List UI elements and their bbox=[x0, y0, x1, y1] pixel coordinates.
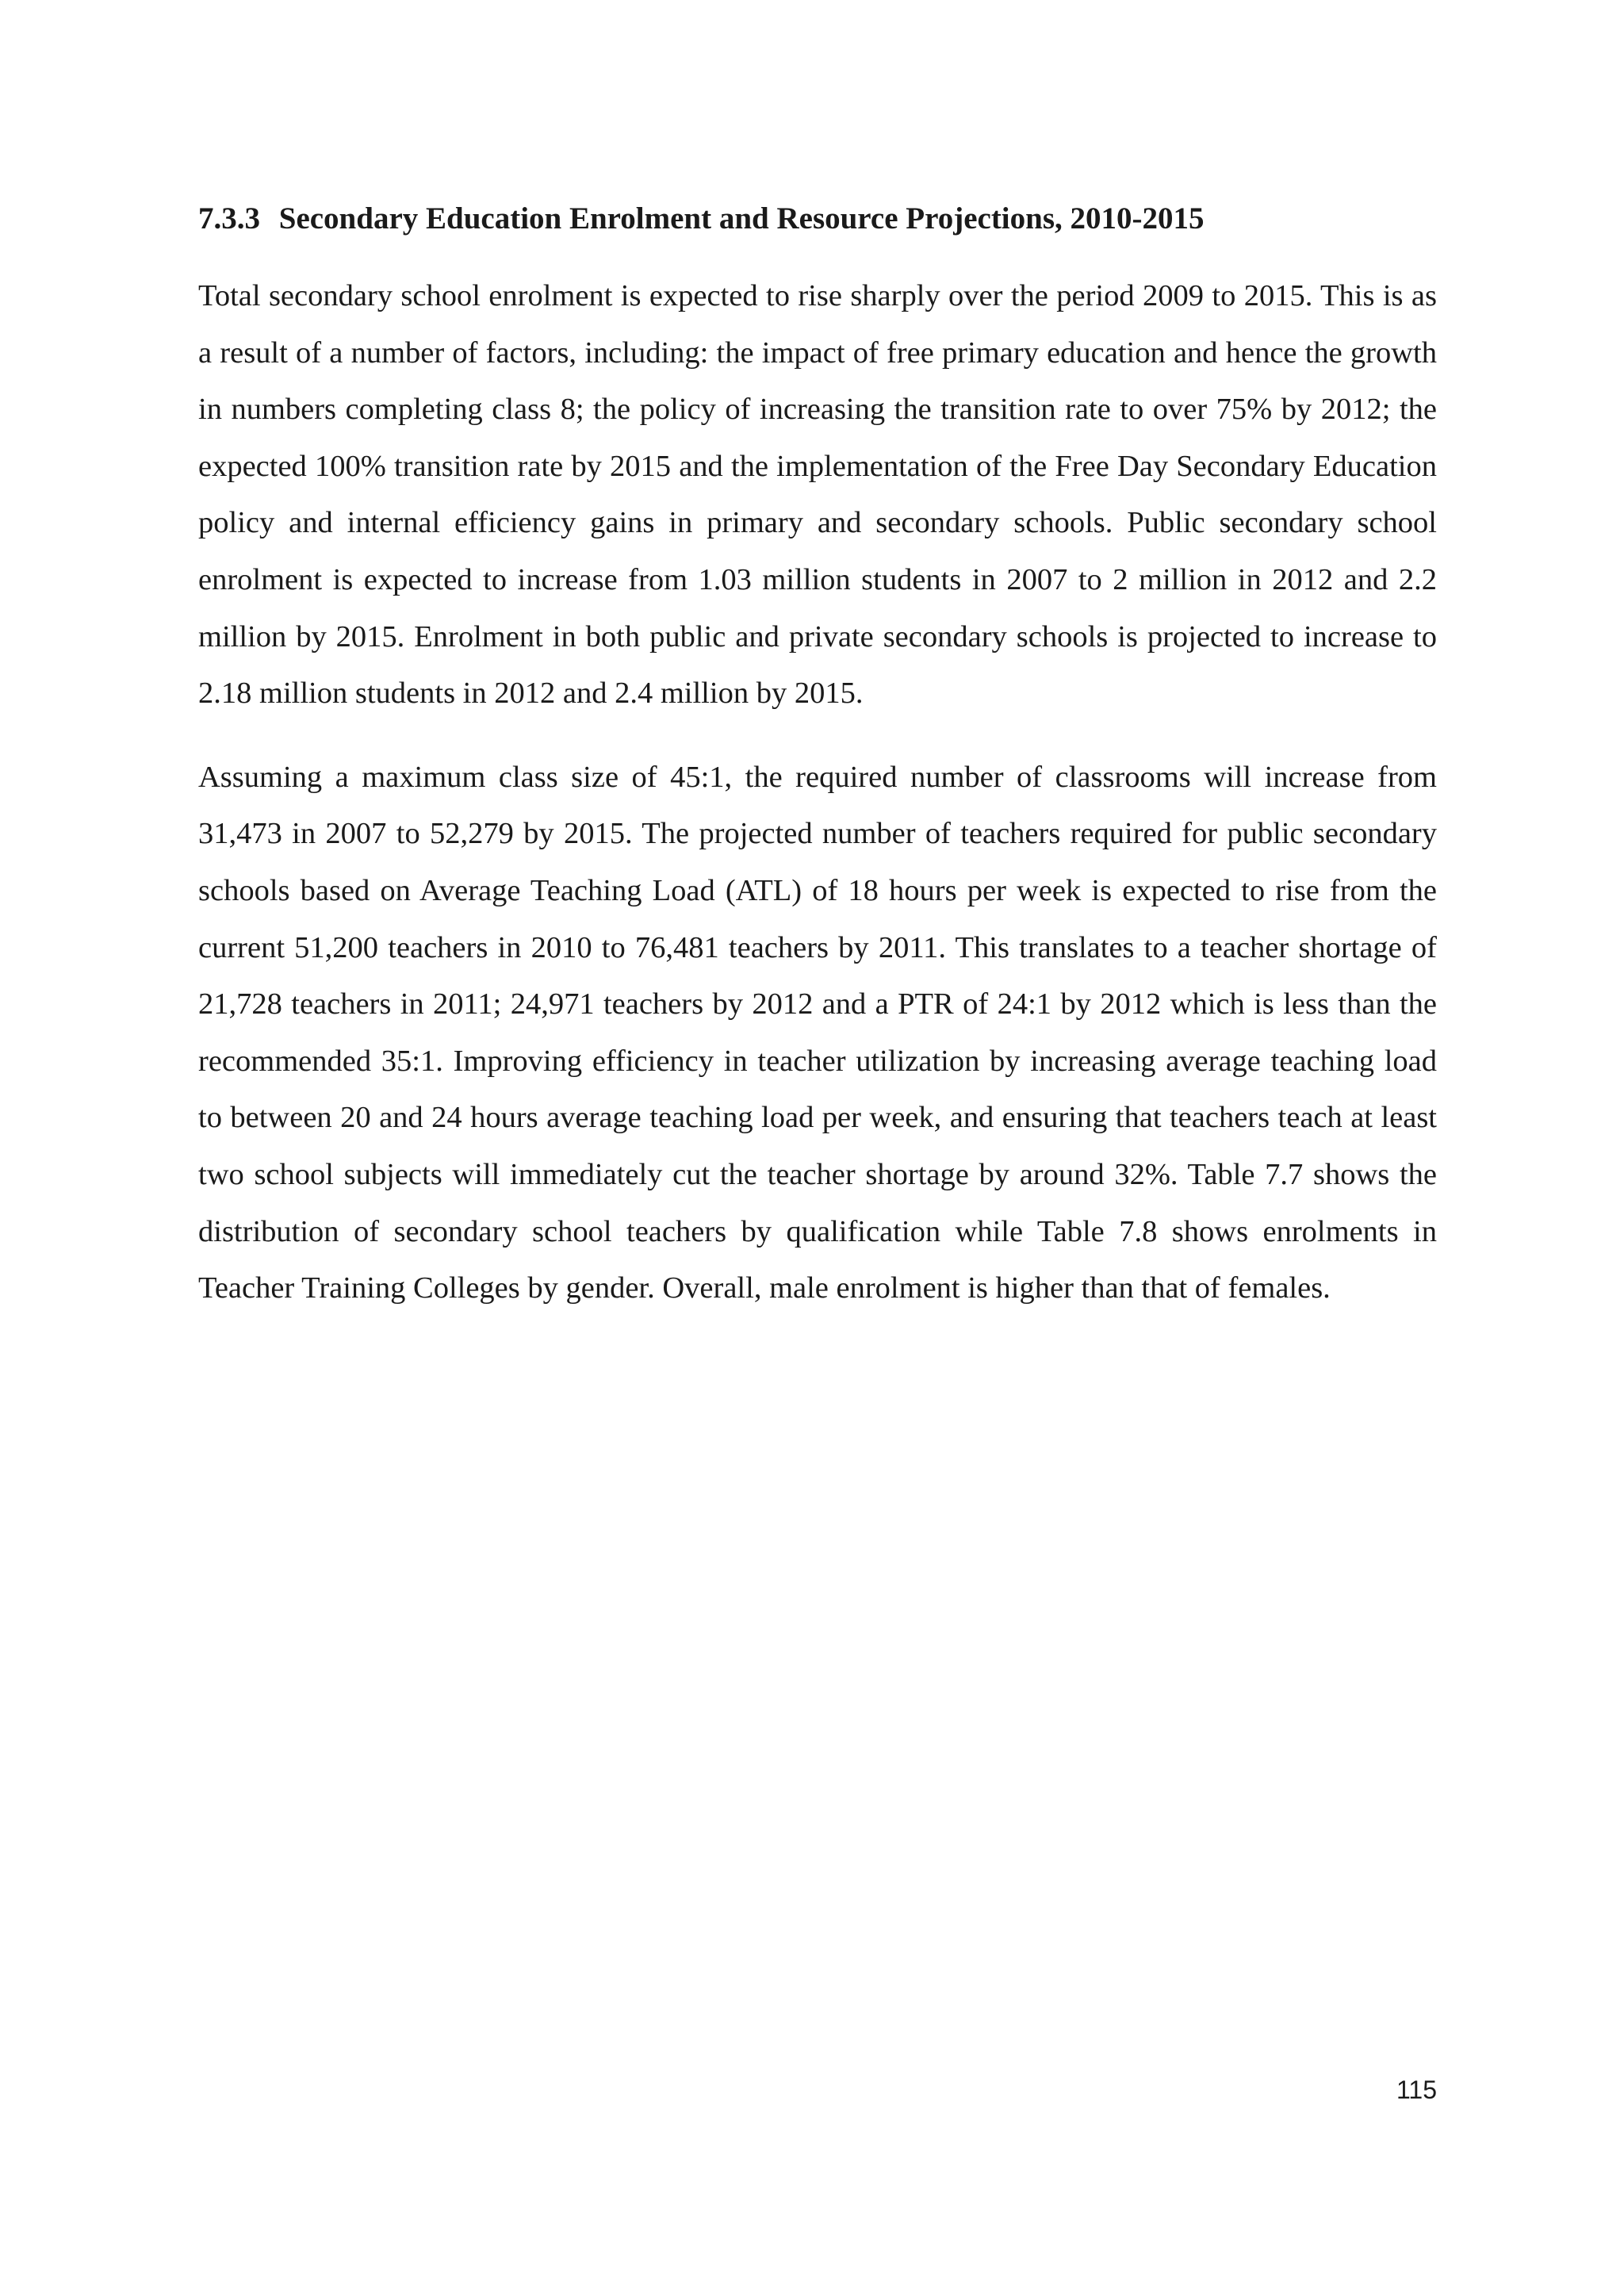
section-heading bbox=[198, 197, 1437, 241]
section-title: Secondary Education Enrolment and Resource Projections, 2010-2015 bbox=[278, 201, 1205, 236]
section-number: 7.3.3 bbox=[198, 201, 260, 236]
page-content bbox=[198, 197, 1437, 1344]
paragraph-enrolment: Total secondary school enrolment is expected to rise sharply over the period 2009 to 2015. This is as a result of a number of factors, including: the impact of free primary education and hence the growth in numbers completing class 8; the policy of increasing the transition rate to over 75% by 2012; the expected 100% transition rate by 2015 and the implementation of the Free Day Secondary Education policy and internal efficiency gains in primary and secondary schools. Public secondary school enrolment is expected to increase from 1.03 million students in 2007 to 2 million in 2012 and 2.2 million by 2015. Enrolment in both public and private secondary schools is projected to increase to 2.18 million students in 2012 and 2.4 million by 2015. bbox=[198, 279, 1437, 711]
paragraph-resources: Assuming a maximum class size of 45:1, the required number of classrooms will increase from 31,473 in 2007 to 52,279 by 2015. The projected number of teachers required for public secondary schools based on Average Teaching Load (ATL) of 18 hours per week is expected to rise from the current 51,200 teachers in 2010 to 76,481 teachers by 2011. This translates to a teacher shortage of 21,728 teachers in 2011; 24,971 teachers by 2012 and a PTR of 24:1 by 2012 which is less than the recommended 35:1. Improving efficiency in teacher utilization by increasing average teaching load to between 20 and 24 hours average teaching load per week, and ensuring that teachers teach at least two school subjects will immediately cut the teacher shortage by around 32%. Table 7.7 shows the distribution of secondary school teachers by qualification while Table 7.8 shows enrolments in Teacher Training Colleges by gender. Overall, male enrolment is higher than that of females. bbox=[198, 760, 1437, 1305]
page-number: 115 bbox=[1396, 2076, 1437, 2104]
